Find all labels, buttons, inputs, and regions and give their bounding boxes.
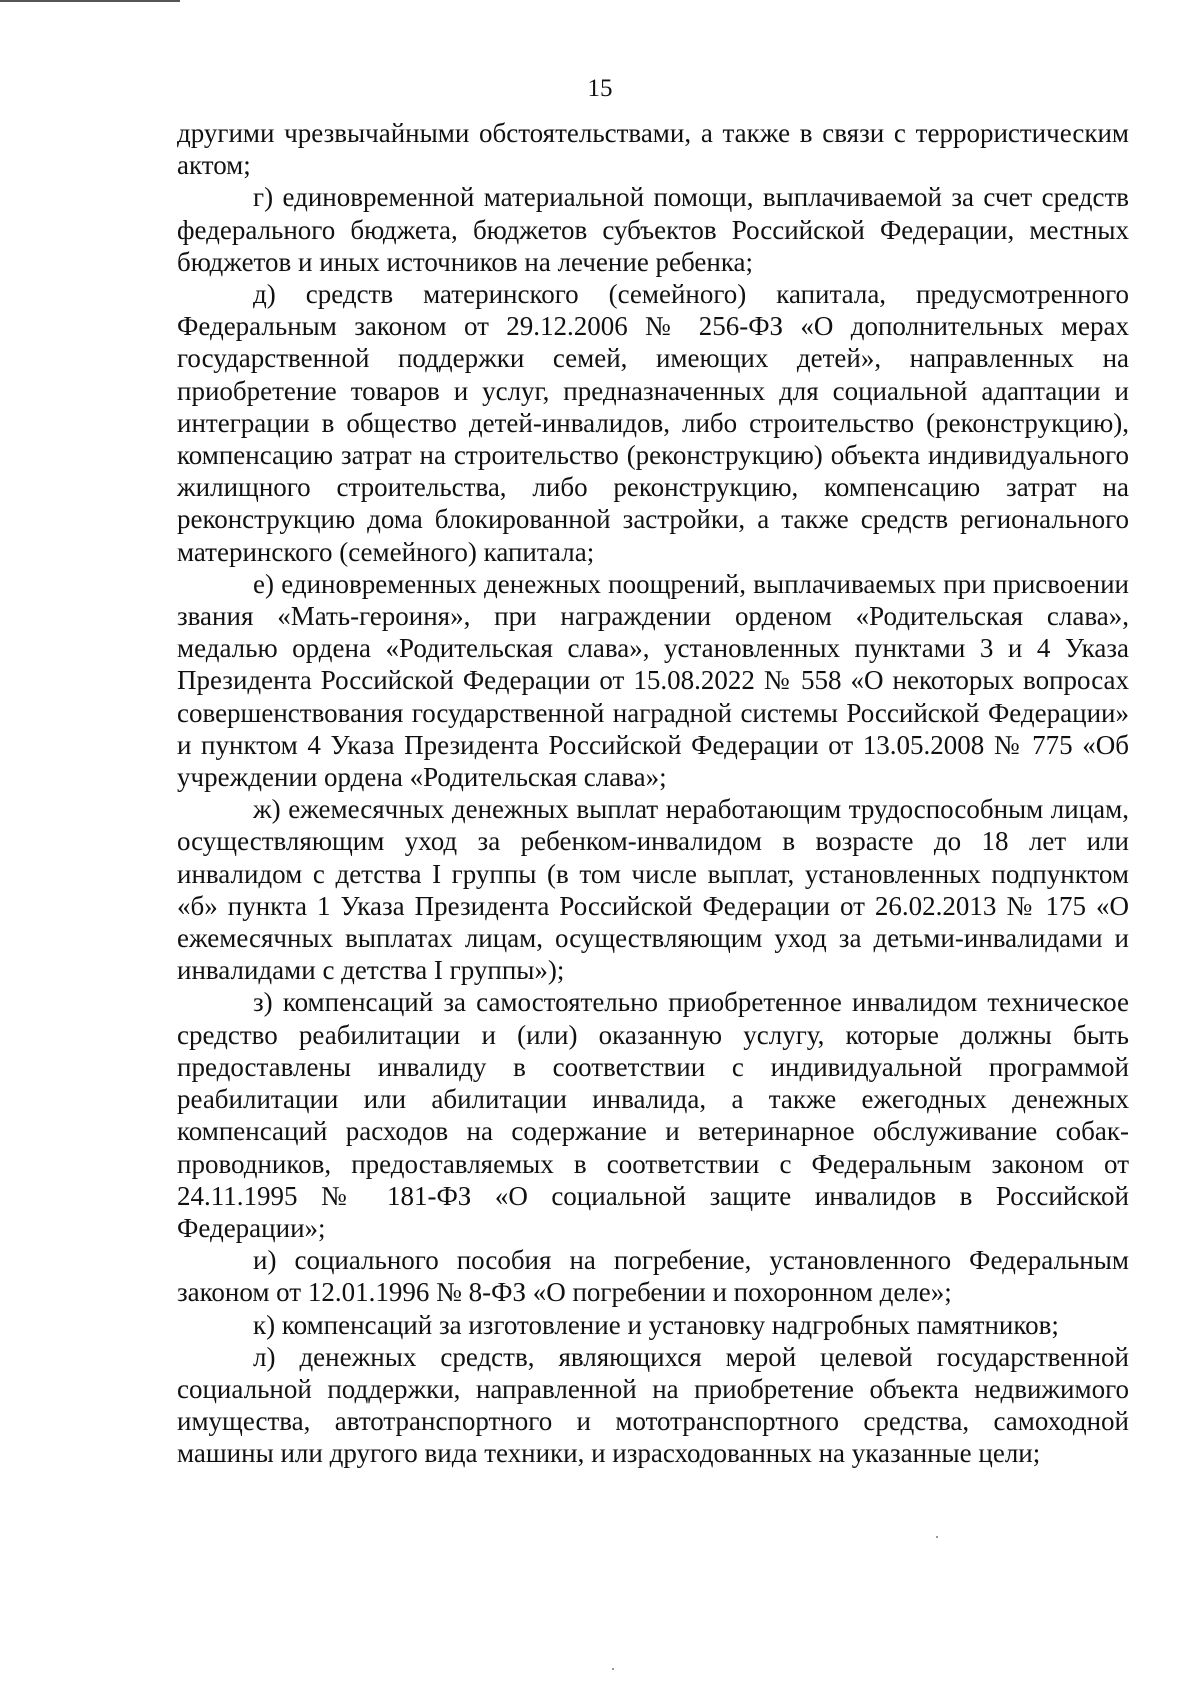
paragraph-item-i: и) социального пособия на погребение, установленного Федеральным законом от 12.01.1996 № 8-ФЗ «О погребении и похоронном деле»; <box>177 1245 1129 1308</box>
paragraph-item-l: л) денежных средств, являющихся мерой целевой государственной социальной поддержки, направленной на приобретение объекта недвижимого имущества, автотранспортного и мототранспортного средства, самоходной машины или другого вида техники, и израсходованных на указанные цели; <box>177 1341 1129 1469</box>
paragraph-item-d: д) средств материнского (семейного) капитала, предусмотренного Федеральным законом от 29.12.2006 № 256-ФЗ «О дополнительных мерах государственной поддержки семей, имеющих детей», направленных на приобретение товаров и услуг, предназначенных для социальной адаптации и интеграции в общество детей-инвалидов, либо строительство (реконструкцию), компенсацию затрат на строительство (реконструкцию) объекта индивидуального жилищного строительства, либо реконструкцию, компенсацию затрат на реконструкцию дома блокированной застройки, а также средств регионального материнского (семейного) капитала; <box>177 279 1129 567</box>
paragraph-item-z: з) компенсаций за самостоятельно приобретенное инвалидом техническое средство реабилитации и (или) оказанную услугу, которые должны быть предоставлены инвалиду в соответствии с индивидуальной программой реабилитации или абилитации инвалида, а также ежегодных денежных компенсаций расходов на содержание и ветеринарное обслуживание собак-проводников, предоставляемых в соответствии с Федеральным законом от 24.11.1995 № 181-ФЗ «О социальной защите инвалидов в Российской Федерации»; <box>177 987 1129 1243</box>
paragraph-item-e: е) единовременных денежных поощрений, выплачиваемых при присвоении звания «Мать-героиня», при награждении орденом «Родительская слава», медалью ордена «Родительская слава», установленных пунктами 3 и 4 Указа Президента Российской Федерации от 15.08.2022 № 558 «О некоторых вопросах совершенствования государственной наградной системы Российской Федерации» и пунктом 4 Указа Президента Российской Федерации от 13.05.2008 № 775 «Об учреждении ордена «Родительская слава»; <box>177 568 1129 793</box>
document-body <box>177 117 1129 1470</box>
paragraph-item-g: г) единовременной материальной помощи, выплачиваемой за счет средств федерального бюджета, бюджетов субъектов Российской Федерации, местных бюджетов и иных источников на лечение ребенка; <box>177 182 1129 277</box>
scan-edge-mark <box>0 0 180 2</box>
paragraph-item-zh: ж) ежемесячных денежных выплат неработающим трудоспособным лицам, осуществляющим уход за ребенком-инвалидом в возрасте до 18 лет или инвалидом с детства I группы (в том числе выплат, установленных подпунктом «б» пункта 1 Указа Президента Российской Федерации от 26.02.2013 № 175 «О ежемесячных выплатах лицам, осуществляющим уход за детьми-инвалидами и инвалидами с детства I группы»); <box>177 794 1129 986</box>
paragraph-item-k: к) компенсаций за изготовление и установку надгробных памятников; <box>253 1309 1059 1340</box>
scan-speck <box>936 1536 938 1538</box>
scan-speck <box>612 1668 614 1670</box>
page-number: 15 <box>587 75 613 102</box>
paragraph-continuation: другими чрезвычайными обстоятельствами, а также в связи с террористическим актом; <box>177 118 1129 181</box>
